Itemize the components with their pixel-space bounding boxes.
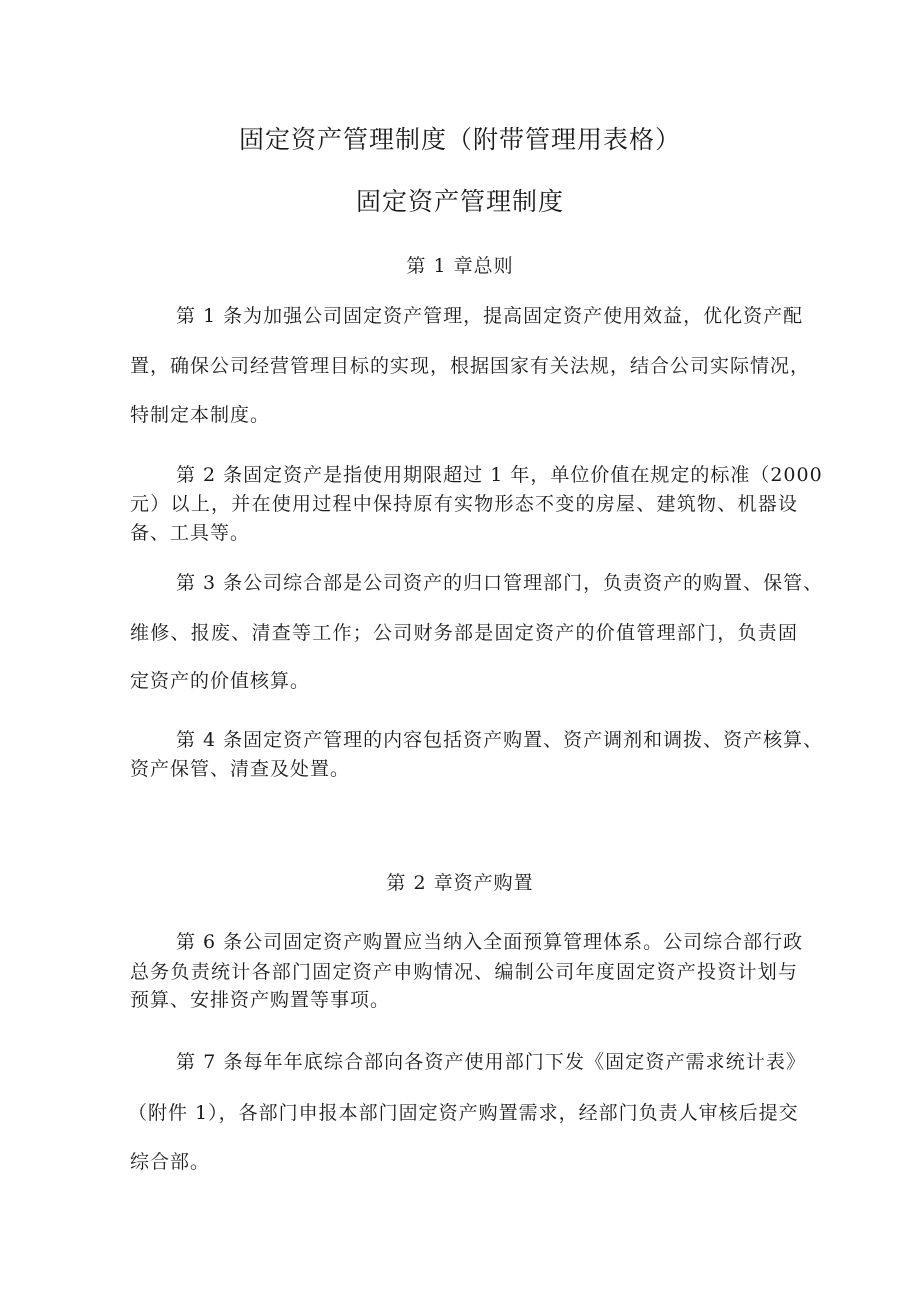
article-7-line-3: 综合部。 <box>130 1151 211 1173</box>
article-3-line-3: 定资产的价值核算。 <box>130 670 311 692</box>
article-6-line-3: 预算、安排资产购置等事项。 <box>130 989 391 1011</box>
article-7-line-2: （附件 1），各部门申报本部门固定资产购置需求，经部门负责人审核后提交 <box>128 1102 799 1124</box>
chapter-1-heading: 第 1 章总则 <box>406 255 514 277</box>
article-6-line-1: 第 6 条公司固定资产购置应当纳入全面预算管理体系。公司综合部行政 <box>176 931 804 953</box>
article-4-line-2: 资产保管、清查及处置。 <box>130 758 351 780</box>
article-1-line-1: 第 1 条为加强公司固定资产管理，提高固定资产使用效益，优化资产配 <box>176 305 804 327</box>
article-4-line-1: 第 4 条固定资产管理的内容包括资产购置、资产调剂和调拨、资产核算、 <box>176 729 824 751</box>
article-6-line-2: 总务负责统计各部门固定资产申购情况、编制公司年度固定资产投资计划与 <box>130 961 798 983</box>
article-3-line-1: 第 3 条公司综合部是公司资产的归口管理部门，负责资产的购置、保管、 <box>176 572 824 594</box>
article-1-line-3: 特制定本制度。 <box>130 404 271 426</box>
article-7-line-1: 第 7 条每年年底综合部向各资产使用部门下发《固定资产需求统计表》 <box>176 1051 806 1073</box>
document-sub-title: 固定资产管理制度 <box>355 187 564 216</box>
article-1-line-2: 置，确保公司经营管理目标的实现，根据国家有关法规，结合公司实际情况， <box>130 355 811 377</box>
document-main-title: 固定资产管理制度（附带管理用表格） <box>238 125 681 154</box>
article-2-line-1: 第 2 条固定资产是指使用期限超过 1 年，单位价值在规定的标准（2000 <box>176 464 823 486</box>
chapter-2-heading: 第 2 章资产购置 <box>386 872 534 894</box>
article-2-line-2: 元）以上，并在使用过程中保持原有实物形态不变的房屋、建筑物、机器设 <box>130 493 798 515</box>
article-3-line-2: 维修、报废、清查等工作；公司财务部是固定资产的价值管理部门，负责固 <box>130 622 798 644</box>
article-2-line-3: 备、工具等。 <box>130 522 251 544</box>
